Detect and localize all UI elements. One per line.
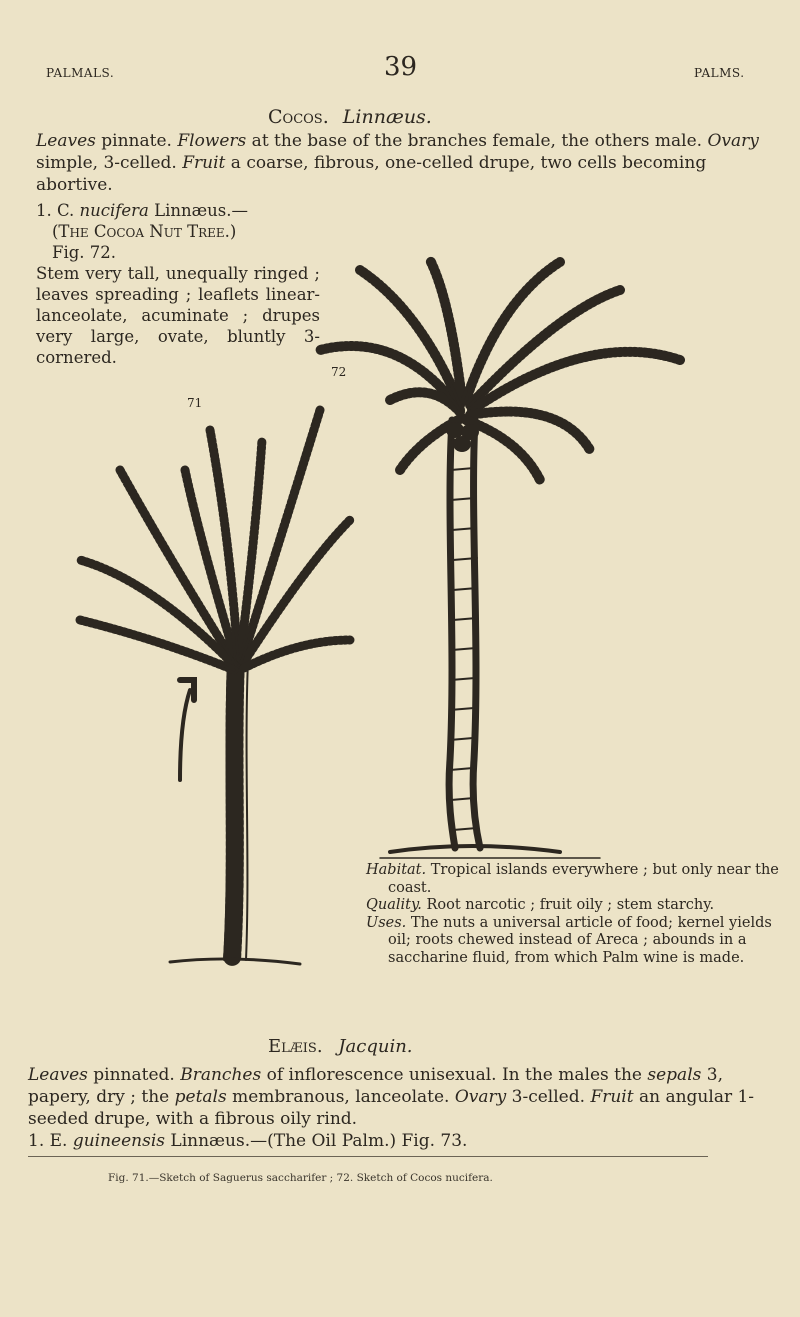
- uses-note: [366, 915, 780, 968]
- desc-text: of inflorescence unisexual. In the males the: [261, 1065, 648, 1085]
- term-petals: petals: [174, 1087, 227, 1107]
- desc-text: an angular 1-seeded drupe, with a fibrous oily rind.: [28, 1087, 755, 1129]
- species-description: Stem very tall, unequally ringed ; leaves spreading ; leaflets linear-lanceolate, acuminate ; drupes very large, ovate, bluntly 3-cornered.: [36, 264, 320, 367]
- term-branches: Branches: [180, 1065, 262, 1085]
- desc-text: pinnate.: [95, 131, 178, 151]
- divider-rule: [28, 1156, 708, 1157]
- running-head-left: PALMALS.: [46, 66, 115, 80]
- habitat-note: [366, 862, 780, 897]
- uses-label: Uses.: [366, 914, 407, 931]
- desc-text: pinnated.: [87, 1065, 181, 1085]
- species-number: 1. C.: [36, 201, 80, 220]
- cocos-genus-author: Linnæus.: [342, 106, 432, 128]
- desc-text: simple, 3-celled.: [36, 153, 183, 173]
- fig-label-72: 72: [331, 365, 347, 379]
- elaeis-genus-name: Elæis.: [268, 1036, 323, 1057]
- page-number: 39: [384, 52, 418, 82]
- elaeis-species-entry: [28, 1130, 776, 1152]
- term-fruit: Fruit: [590, 1087, 634, 1107]
- species-name: guineensis: [72, 1131, 166, 1151]
- species-common-name: (The Cocoa Nut Tree.): [52, 222, 237, 241]
- quality-note: [366, 897, 780, 915]
- desc-text: 3, papery, dry ; the: [28, 1065, 723, 1107]
- species-name: nucifera: [79, 201, 149, 220]
- species-author: Linnæus.—: [148, 201, 248, 220]
- term-sepals: sepals: [647, 1065, 702, 1085]
- elaeis-genus-heading: [268, 1036, 413, 1057]
- desc-text: a coarse, fibrous, one-celled drupe, two cells becoming abortive.: [36, 153, 707, 195]
- term-flowers: Flowers: [177, 131, 247, 151]
- desc-text: 3-celled.: [506, 1087, 591, 1107]
- species-number: 1. E.: [28, 1131, 73, 1151]
- cocos-genus-name: Cocos.: [268, 106, 329, 128]
- figure-caption: Fig. 71.—Sketch of Saguerus saccharifer ; 72. Sketch of Cocos nucifera.: [108, 1172, 493, 1184]
- species-author: Linnæus.—(The Oil Palm.) Fig. 73.: [165, 1131, 468, 1151]
- habitat-label: Habitat.: [366, 862, 427, 878]
- elaeis-genus-author: Jacquin.: [338, 1036, 413, 1057]
- elaeis-genus-description: [28, 1064, 776, 1130]
- saguerus-palm-figure: [80, 410, 350, 964]
- quality-label: Quality.: [366, 897, 422, 913]
- term-ovary: Ovary: [454, 1087, 507, 1107]
- habitat-text: Tropical islands everywhere ; but only near the coast.: [388, 862, 779, 896]
- desc-text: membranous, lanceolate.: [226, 1087, 455, 1107]
- running-head-right: PALMS.: [694, 66, 745, 80]
- uses-text: The nuts a universal article of food; kernel yields oil; roots chewed instead of Areca ; abounds in a saccharine fluid, from which Palm wine is made.: [388, 914, 772, 966]
- term-fruit: Fruit: [182, 153, 226, 173]
- fig-label-71: 71: [187, 396, 203, 410]
- term-leaves: Leaves: [36, 131, 96, 151]
- term-leaves: Leaves: [28, 1065, 88, 1085]
- desc-text: at the base of the branches female, the others male.: [246, 131, 708, 151]
- term-ovary: Ovary: [707, 131, 759, 151]
- cocos-notes: [366, 862, 780, 967]
- coconut-palm-figure: [320, 260, 680, 858]
- species-fig-ref: Fig. 72.: [52, 243, 117, 262]
- quality-text: Root narcotic ; fruit oily ; stem starchy.: [421, 897, 715, 913]
